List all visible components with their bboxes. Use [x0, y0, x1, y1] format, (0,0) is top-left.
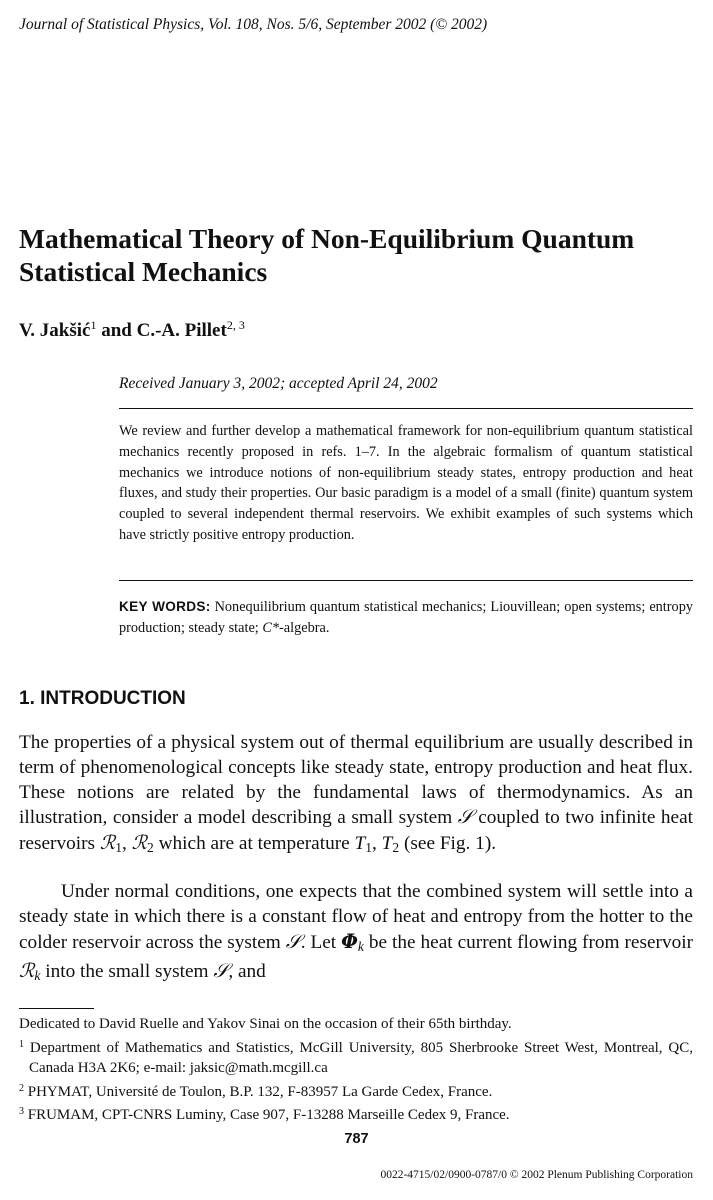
- page-number: 787: [344, 1131, 369, 1147]
- footnotes: [19, 1014, 693, 1126]
- footnote-3-mark: 3: [19, 1106, 24, 1117]
- subscript-2: 2: [147, 840, 154, 856]
- symbol-temperature-t: T: [354, 833, 366, 855]
- section-heading-introduction: 1. INTRODUCTION: [19, 688, 186, 709]
- footnote-2: [19, 1079, 693, 1103]
- subscript-k: k: [357, 938, 364, 954]
- footnote-3: [19, 1102, 693, 1126]
- symbol-temperature-t: T: [381, 833, 393, 855]
- intro-paragraph-2: [19, 880, 693, 989]
- footnote-2-text: PHYMAT, Université de Toulon, B.P. 132, F-83957 La Garde Cedex, France.: [24, 1083, 493, 1100]
- subscript-1: 1: [115, 840, 122, 856]
- footnote-1-mark: 1: [19, 1038, 24, 1050]
- symbol-reservoir-r: ℛ: [19, 959, 35, 983]
- p2-text-a: Under normal conditions, one expects that the combined system will settle into a steady state in which there is a constant flow of heat and entropy from the hotter to the colder reservoir across the system: [19, 881, 693, 953]
- p2-text-e: , and: [228, 961, 266, 983]
- p2-text-b: . Let: [300, 931, 342, 953]
- author-2-affil: 2, 3: [226, 318, 245, 332]
- symbol-heat-current-phi: Φ: [341, 929, 358, 953]
- p1-text-a: The properties of a physical system out of thermal equilibrium are usually described in term of phenomenological concepts like steady state, entropy production and heat flux. These notions are related by the fundamental laws of thermodynamics. As an illustration, consider a model describing a small system: [19, 732, 693, 829]
- symbol-reservoir-r: ℛ: [131, 831, 148, 855]
- received-dates: Received January 3, 2002; accepted April 24, 2002: [119, 375, 438, 392]
- abstract-bottom-rule: [119, 580, 693, 581]
- abstract-top-rule: [119, 408, 693, 409]
- abstract: We review and further develop a mathematical framework for non-equilibrium quantum statistical mechanics recently proposed in refs. 1–7. In the algebraic formalism of quantum statistical mechanics we introduce notions of non-equilibrium steady states, entropy production and heat fluxes, and study their properties. Our basic paradigm is a model of a small (finite) quantum system coupled to several independent thermal reservoirs. We exhibit examples of such systems which have strictly positive entropy production.: [119, 423, 693, 543]
- keywords-label: KEY WORDS:: [119, 599, 211, 614]
- keywords-end: -algebra.: [279, 619, 330, 636]
- journal-header: Journal of Statistical Physics, Vol. 108, Nos. 5/6, September 2002 (© 2002): [19, 16, 488, 33]
- author-1-affil: 1: [90, 318, 97, 332]
- symbol-system-s: 𝒮: [213, 959, 229, 983]
- footnote-2-mark: 2: [19, 1082, 24, 1094]
- footnote-3-text: FRUMAM, CPT-CNRS Luminy, Case 907, F-13288 Marseille Cedex 9, France.: [24, 1107, 510, 1123]
- comma: ,: [372, 833, 382, 855]
- paper-title: Mathematical Theory of Non-Equilibrium Quantum Statistical Mechanics: [19, 223, 635, 287]
- p2-text-c: be the heat current flowing from reservoir: [363, 931, 693, 953]
- intro-paragraph-1: [19, 731, 693, 861]
- p1-text-b: coupled to two infinite heat reservoirs: [19, 807, 694, 855]
- subscript-k: k: [34, 968, 41, 984]
- comma: ,: [122, 833, 132, 855]
- authors: [19, 318, 245, 342]
- subscript-1: 1: [365, 840, 373, 856]
- footnote-1-text: Department of Mathematics and Statistics, McGill University, 805 Sherbrooke Street West, Montreal, QC, Canada H3A 2K6; e-mail: jaksic@math.mcgill.ca: [24, 1039, 693, 1076]
- keywords-text: Nonequilibrium quantum statistical mechanics; Liouvillean; open systems; entropy production; steady state;: [119, 599, 693, 636]
- symbol-reservoir-r: ℛ: [99, 831, 116, 855]
- keywords-cstar: C*: [262, 619, 280, 636]
- symbol-system-s: 𝒮: [457, 805, 473, 829]
- symbol-system-s: 𝒮: [285, 929, 301, 953]
- subscript-2: 2: [392, 840, 400, 856]
- p1-text-c: which are at temperature: [153, 833, 355, 855]
- p2-text-d: into the small system: [40, 961, 214, 983]
- footnote-dedication: Dedicated to David Ruelle and Yakov Sinai on the occasion of their 65th birthday.: [19, 1016, 512, 1032]
- keywords: [119, 597, 693, 639]
- copyright-line: 0022-4715/02/0900-0787/0 © 2002 Plenum Publishing Corporation: [380, 1169, 693, 1181]
- author-2: C.-A. Pillet: [136, 320, 227, 341]
- p1-text-d: (see Fig. 1).: [399, 833, 497, 855]
- footnote-rule: [19, 1008, 94, 1009]
- author-1: V. Jakšić: [19, 320, 91, 341]
- footnote-1: [19, 1035, 693, 1079]
- author-and: and: [96, 320, 137, 341]
